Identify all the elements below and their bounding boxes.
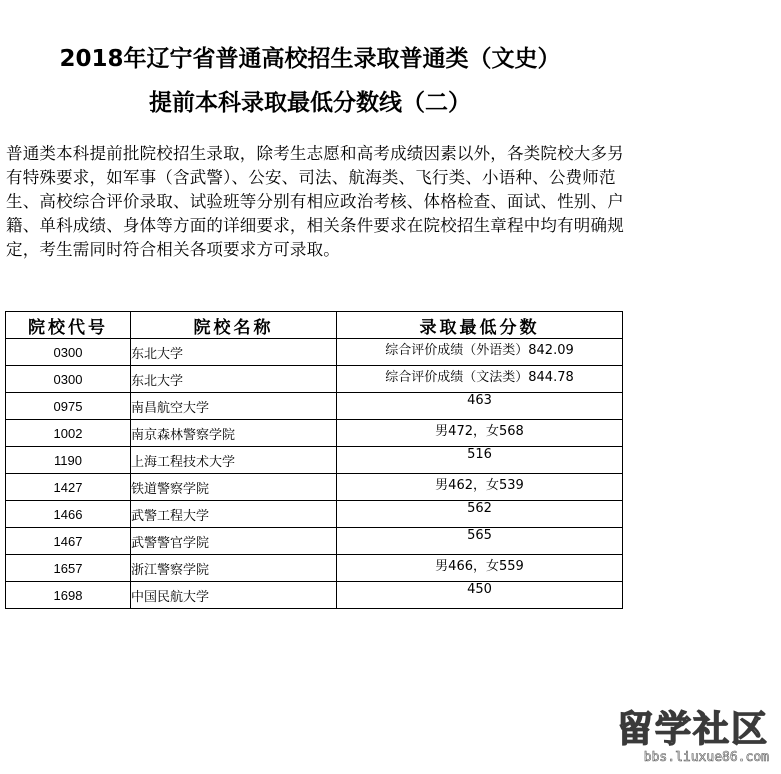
- watermark-url: bbs.liuxue86.com: [643, 750, 769, 765]
- watermark-logo-text: 留学社区: [616, 709, 769, 750]
- document-title-line1: 2018年辽宁省普通高校招生录取普通类（文史）: [59, 46, 561, 72]
- table-row: [6, 555, 623, 582]
- min-score-cell: 综合评价成绩（外语类）842.09: [337, 339, 623, 366]
- school-code-cell: 0300: [6, 339, 131, 366]
- score-table: [5, 311, 623, 609]
- school-code-cell: 1427: [6, 474, 131, 501]
- school-code-cell: 1466: [6, 501, 131, 528]
- min-score-cell: 男466，女559: [337, 555, 623, 582]
- table-row: [6, 393, 623, 420]
- header-min-score: 录取最低分数: [337, 312, 623, 339]
- school-name-cell: 武警警官学院: [131, 528, 337, 555]
- min-score-cell: 565: [337, 528, 623, 555]
- min-score-cell: 男462，女539: [337, 474, 623, 501]
- min-score-cell: 综合评价成绩（文法类）844.78: [337, 366, 623, 393]
- table-row: [6, 339, 623, 366]
- intro-paragraph: 普通类本科提前批院校招生录取，除考生志愿和高考成绩因素以外，各类院校大多另有特殊要求，如军事（含武警）、公安、司法、航海类、飞行类、小语种、公费师范生、高校综合评价录取、试验班等分别有相应政治考核、体格检查、面试、性别、户籍、单科成绩、身体等方面的详细要求，相关条件要求在院校招生章程中均有明确规定，考生需同时符合相关各项要求方可录取。: [6, 144, 624, 259]
- school-name-cell: 南京森林警察学院: [131, 420, 337, 447]
- school-name-cell: 武警工程大学: [131, 501, 337, 528]
- school-name-cell: 南昌航空大学: [131, 393, 337, 420]
- table-row: [6, 501, 623, 528]
- table-row: [6, 582, 623, 609]
- table-row: [6, 366, 623, 393]
- min-score-cell: 男472，女568: [337, 420, 623, 447]
- school-code-cell: 1657: [6, 555, 131, 582]
- school-name-cell: 东北大学: [131, 366, 337, 393]
- school-code-cell: 0975: [6, 393, 131, 420]
- header-school-code: 院校代号: [6, 312, 131, 339]
- table-row: [6, 447, 623, 474]
- school-code-cell: 1190: [6, 447, 131, 474]
- document-title-line2: 提前本科录取最低分数线（二）: [149, 90, 471, 116]
- min-score-cell: 450: [337, 582, 623, 609]
- school-name-cell: 东北大学: [131, 339, 337, 366]
- table-row: [6, 420, 623, 447]
- school-code-cell: 1467: [6, 528, 131, 555]
- header-school-name: 院校名称: [131, 312, 337, 339]
- school-code-cell: 1698: [6, 582, 131, 609]
- school-name-cell: 上海工程技术大学: [131, 447, 337, 474]
- site-watermark: [617, 710, 769, 766]
- min-score-cell: 516: [337, 447, 623, 474]
- school-name-cell: 铁道警察学院: [131, 474, 337, 501]
- table-row: [6, 528, 623, 555]
- table-header-row: [6, 312, 623, 339]
- school-name-cell: 中国民航大学: [131, 582, 337, 609]
- school-name-cell: 浙江警察学院: [131, 555, 337, 582]
- min-score-cell: 562: [337, 501, 623, 528]
- school-code-cell: 0300: [6, 366, 131, 393]
- table-row: [6, 474, 623, 501]
- min-score-cell: 463: [337, 393, 623, 420]
- school-code-cell: 1002: [6, 420, 131, 447]
